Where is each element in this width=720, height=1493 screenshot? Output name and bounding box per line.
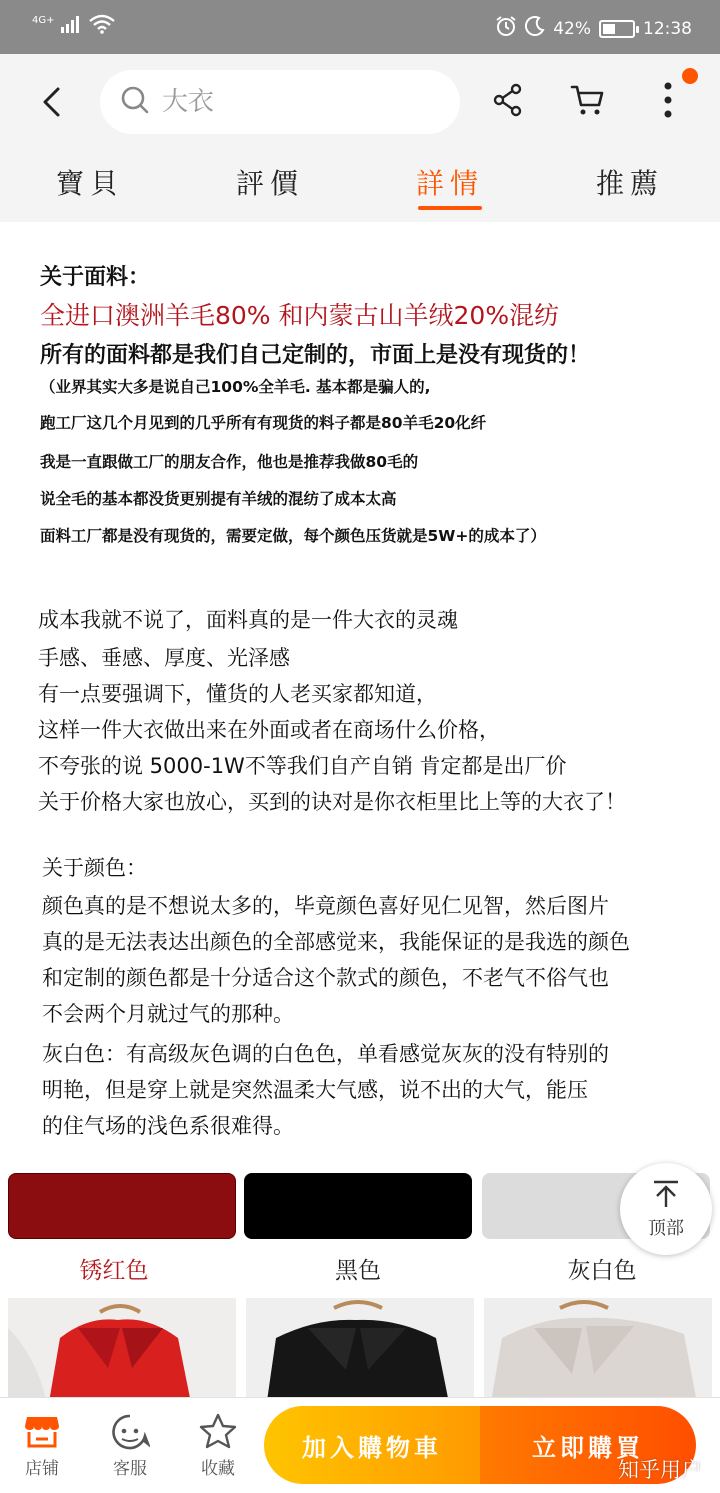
color-heading: 关于颜色： bbox=[42, 856, 147, 880]
more-icon bbox=[662, 81, 674, 123]
price-line: 成本我就不说了，面料真的是一件大衣的灵魂 bbox=[38, 608, 458, 632]
shop-label: 店铺 bbox=[25, 1459, 59, 1479]
service-label: 客服 bbox=[113, 1459, 147, 1479]
note-line: 我是一直跟做工厂的朋友合作，他也是推荐我做80毛的 bbox=[40, 453, 419, 471]
favorite-label: 收藏 bbox=[201, 1459, 235, 1479]
bottom-action-bar bbox=[0, 1397, 720, 1493]
back-icon bbox=[40, 86, 64, 122]
note-line: 说全毛的基本都没货更别提有羊绒的混纺了成本太高 bbox=[40, 490, 397, 508]
wifi-icon bbox=[89, 14, 115, 39]
price-line: 不夸张的说 5000-1W不等我们自产自销 肯定都是出厂价 bbox=[38, 754, 567, 778]
search-icon bbox=[120, 85, 150, 119]
cart-button[interactable] bbox=[566, 80, 610, 124]
watermark: 知乎用户 bbox=[618, 1458, 702, 1482]
price-line: 有一点要强调下，懂货的人老买家都知道， bbox=[38, 682, 437, 706]
battery-percent: 42% bbox=[553, 18, 591, 39]
swatch-label: 灰白色 bbox=[567, 1258, 637, 1284]
star-icon bbox=[178, 1408, 258, 1454]
note-line: （业界其实大多是说自己100%全羊毛. 基本都是骗人的, bbox=[40, 378, 431, 396]
clock: 12:38 bbox=[643, 18, 692, 39]
color-line: 不会两个月就过气的那种。 bbox=[42, 1002, 294, 1026]
tab-label: 詳情 bbox=[415, 167, 484, 200]
fabric-composition: 全进口澳洲羊毛80% 和内蒙古山羊绒20%混纺 bbox=[40, 301, 560, 330]
color-line: 真的是无法表达出颜色的全部感觉来，我能保证的是我选的颜色 bbox=[42, 930, 630, 954]
active-tab-indicator bbox=[418, 206, 482, 210]
grey-line: 的住气场的浅色系很难得。 bbox=[42, 1114, 294, 1138]
product-photo-black bbox=[246, 1298, 474, 1397]
color-line: 颜色真的是不想说太多的，毕竟颜色喜好见仁见智，然后图片 bbox=[42, 894, 609, 918]
tab-baby[interactable] bbox=[0, 150, 180, 222]
arrow-up-icon bbox=[651, 1179, 681, 1214]
product-photo-off-white bbox=[484, 1298, 712, 1397]
tab-recommend[interactable] bbox=[540, 150, 720, 222]
color-line: 和定制的颜色都是十分适合这个款式的颜色，不老气不俗气也 bbox=[42, 966, 609, 990]
buy-now-button[interactable]: 立即購買 bbox=[480, 1406, 696, 1484]
top-nav-bar bbox=[0, 54, 720, 150]
search-bar[interactable] bbox=[100, 70, 460, 134]
store-icon bbox=[2, 1408, 82, 1454]
share-icon bbox=[492, 83, 524, 121]
price-line: 这样一件大衣做出来在外面或者在商场什么价格， bbox=[38, 718, 500, 742]
more-button[interactable] bbox=[646, 80, 690, 124]
detail-content bbox=[0, 222, 720, 1397]
service-face-icon bbox=[90, 1408, 170, 1454]
notification-dot bbox=[682, 68, 698, 84]
swatch-label: 黑色 bbox=[335, 1258, 381, 1284]
tab-reviews[interactable] bbox=[180, 150, 360, 222]
price-line: 关于价格大家也放心，买到的诀对是你衣柜里比上等的大衣了！ bbox=[38, 790, 626, 814]
grey-line: 明艳，但是穿上就是突然温柔大气感，说不出的大气，能压 bbox=[42, 1078, 588, 1102]
swatch-label: 锈红色 bbox=[79, 1258, 149, 1284]
customer-service-button[interactable] bbox=[90, 1408, 170, 1479]
note-line: 面料工厂都是没有现货的，需要定做，每个颜色压货就是5W+的成本了） bbox=[40, 527, 546, 545]
fabric-heading: 关于面料： bbox=[40, 265, 151, 290]
shop-button[interactable] bbox=[2, 1408, 82, 1479]
moon-icon bbox=[525, 16, 545, 41]
network-type: 4G+ bbox=[32, 15, 55, 26]
status-bar bbox=[0, 0, 720, 54]
note-line: 跑工厂这几个月见到的几乎所有有现货的料子都是80羊毛20化纤 bbox=[40, 414, 487, 432]
share-button[interactable] bbox=[486, 80, 530, 124]
price-line: 手感、垂感、厚度、光泽感 bbox=[38, 646, 290, 670]
tab-label: 寶貝 bbox=[55, 167, 124, 200]
grey-line: 灰白色：有高级灰色调的白色色，单看感觉灰灰的没有特别的 bbox=[42, 1042, 609, 1066]
back-button[interactable] bbox=[30, 82, 74, 126]
fabric-custom-note: 所有的面料都是我们自己定制的，市面上是没有现货的！ bbox=[40, 343, 591, 368]
swatch-black bbox=[244, 1173, 472, 1239]
back-to-top-button[interactable] bbox=[620, 1163, 712, 1255]
tab-details[interactable] bbox=[360, 150, 540, 222]
cart-icon bbox=[570, 83, 606, 121]
signal-icon bbox=[61, 15, 83, 38]
tab-label: 評價 bbox=[235, 167, 304, 200]
back-to-top-label: 顶部 bbox=[648, 1217, 684, 1239]
add-to-cart-button[interactable]: 加入購物車 bbox=[264, 1406, 480, 1484]
swatch-rust-red bbox=[8, 1173, 236, 1239]
alarm-icon bbox=[495, 15, 517, 42]
battery-icon bbox=[599, 20, 635, 38]
product-photo-red bbox=[8, 1298, 236, 1397]
tab-label: 推薦 bbox=[595, 167, 664, 200]
search-input[interactable] bbox=[162, 87, 402, 117]
favorite-button[interactable] bbox=[178, 1408, 258, 1479]
product-tabs bbox=[0, 150, 720, 222]
